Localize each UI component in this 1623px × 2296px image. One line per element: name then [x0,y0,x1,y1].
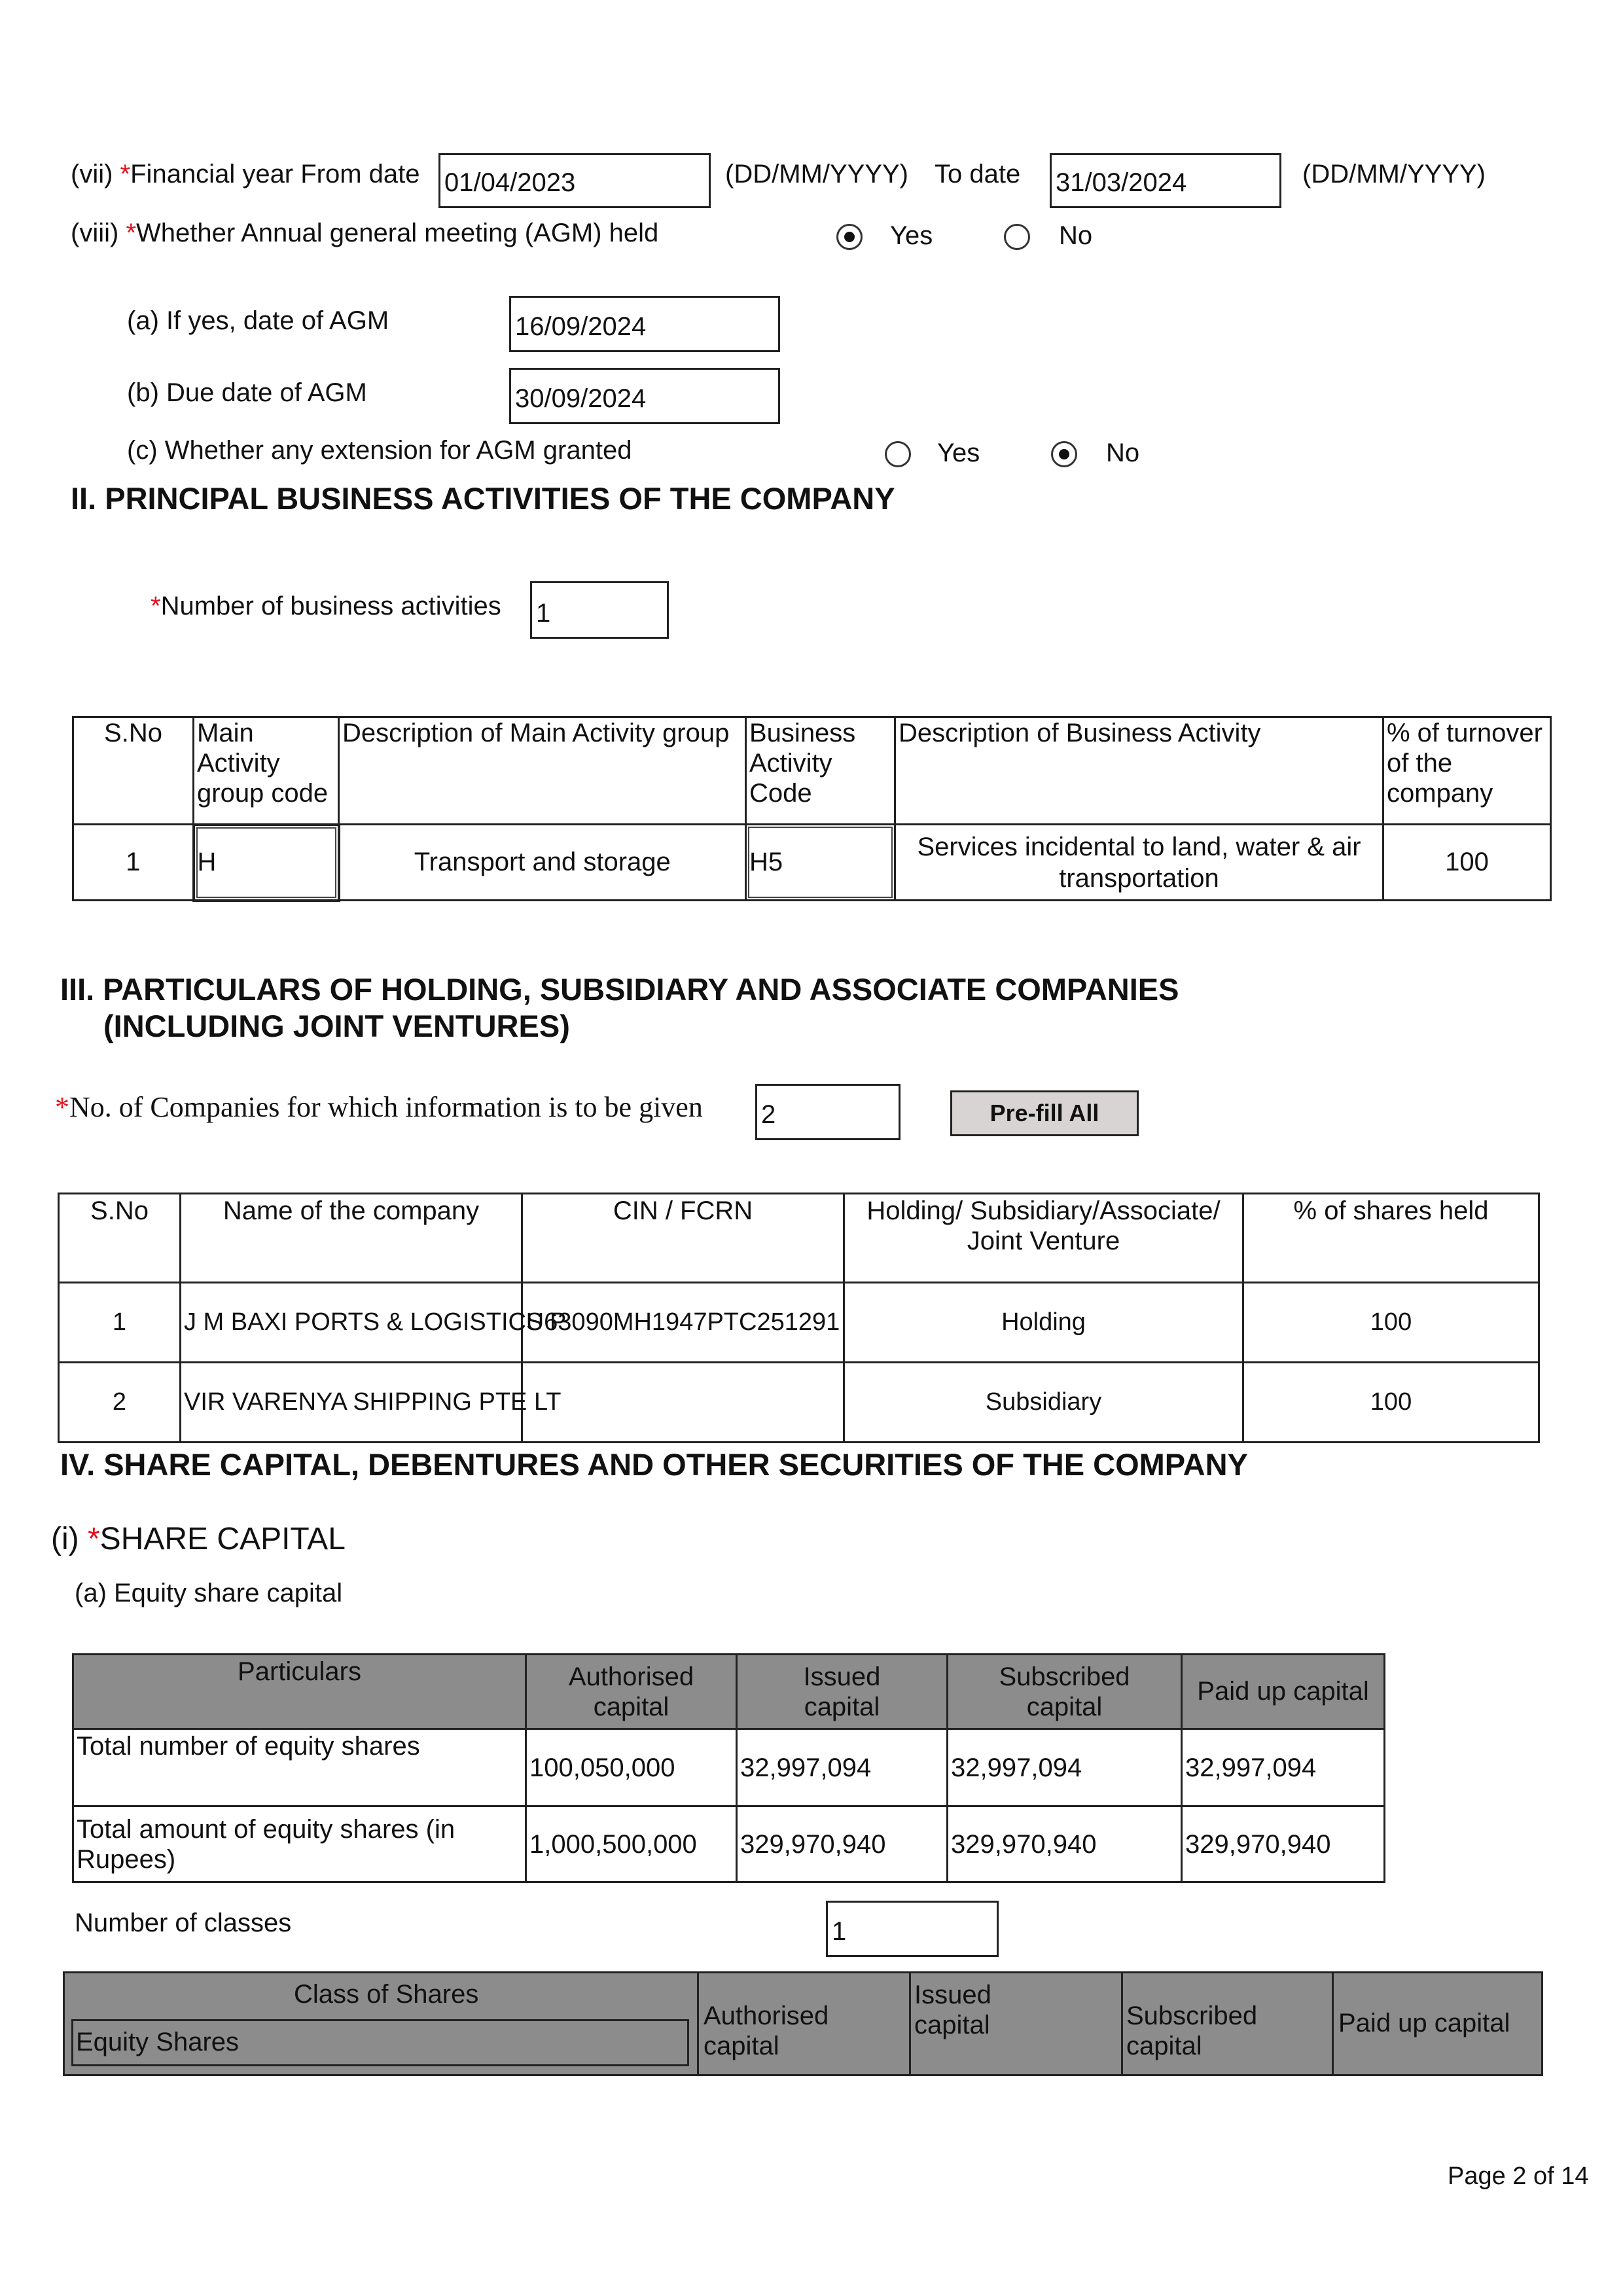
cell-business-activity-code[interactable]: H5 [746,825,895,901]
cell-turnover: 100 [1383,825,1551,901]
agm-prefix: (viii) [71,219,119,247]
table-row [59,1363,1539,1443]
table-header-row [59,1194,1539,1283]
share-capital-label [51,1521,346,1557]
class-subscribed-header [1126,2001,1296,2061]
column-header: Description of Main Activity group [339,717,746,825]
column-header: Business Activity Code [746,717,895,825]
equity-share-capital-table [72,1653,1385,1883]
cell-particulars: Total number of equity shares [73,1729,526,1806]
required-marker: * [126,219,137,247]
column-header: Description of Business Activity [895,717,1383,825]
column-header: Holding/ Subsidiary/Associate/ Joint Venture [844,1194,1243,1283]
business-activities-table [72,716,1552,902]
cell-paid-up: 329,970,940 [1182,1806,1385,1882]
class-issued-header-text: Issued capital [914,1981,991,2039]
required-marker: * [120,160,131,188]
agm-label-text: Whether Annual general meeting (AGM) held [136,219,659,247]
share-capital-label-text: SHARE CAPITAL [99,1522,346,1556]
number-of-classes-input[interactable]: 1 [826,1901,999,1957]
cell-sno: 1 [59,1283,181,1363]
companies-count-label [55,1090,703,1124]
cell-business-activity-desc: Services incidental to land, water & air transportation [895,825,1383,901]
column-header: Issued capital [737,1655,948,1729]
business-activities-label [151,592,501,621]
agm-extension-no-label: No [1106,439,1140,467]
cell-particulars: Total amount of equity shares (in Rupees) [73,1806,526,1882]
cell-authorised: 1,000,500,000 [526,1806,737,1882]
class-of-shares-value: Equity Shares [76,2028,240,2056]
cell-shares-held: 100 [1243,1363,1539,1443]
equity-share-capital-label: (a) Equity share capital [75,1579,343,1607]
number-of-classes-label: Number of classes [75,1909,292,1937]
cell-cin: U63090MH1947PTC251291 [522,1283,844,1363]
cell-issued: 32,997,094 [737,1729,948,1806]
section-2-title: II. PRINCIPAL BUSINESS ACTIVITIES OF THE COMPANY [71,481,895,516]
agm-date-input[interactable]: 16/09/2024 [509,296,780,352]
business-activities-count-input[interactable]: 1 [530,581,669,639]
fy-to-format: (DD/MM/YYYY) [1302,160,1486,188]
cell-relationship: Subsidiary [844,1363,1243,1443]
fy-label [71,160,420,189]
column-header: S.No [59,1194,181,1283]
class-subscribed-header-text: Subscribed capital [1126,2001,1258,2060]
table-row [73,1806,1385,1882]
agm-extension-yes-radio[interactable] [885,441,911,467]
class-authorised-header [704,2001,900,2061]
class-issued-header [914,1980,1045,2040]
column-header: S.No [73,717,194,825]
fy-prefix: (vii) [71,160,113,188]
table-row [59,1283,1539,1363]
cell-main-activity-desc: Transport and storage [339,825,746,901]
column-header: Paid up capital [1182,1655,1385,1729]
cell-subscribed: 32,997,094 [948,1729,1182,1806]
cell-shares-held: 100 [1243,1283,1539,1363]
fy-from-format: (DD/MM/YYYY) [725,160,908,188]
section-3-title: III. PARTICULARS OF HOLDING, SUBSIDIARY AND ASSOCIATE COMPANIES [60,972,1179,1007]
section-3-subtitle: (INCLUDING JOINT VENTURES) [103,1009,570,1043]
column-header: Subscribed capital [948,1655,1182,1729]
section-4-title: IV. SHARE CAPITAL, DEBENTURES AND OTHER SECURITIES OF THE COMPANY [60,1447,1248,1482]
column-header: Particulars [73,1655,526,1729]
agm-date-label: (a) If yes, date of AGM [127,306,389,335]
companies-count-input[interactable]: 2 [755,1084,901,1140]
cell-cin [522,1363,844,1443]
class-paid-up-header: Paid up capital [1338,2009,1510,2037]
cell-sno: 2 [59,1363,181,1443]
agm-held-no-radio[interactable] [1004,224,1030,250]
column-header: % of shares held [1243,1194,1539,1283]
class-of-shares-table [63,1971,1543,2076]
agm-due-input[interactable]: 30/09/2024 [509,368,780,424]
agm-extension-no-radio[interactable] [1051,441,1077,467]
column-header: Main Activity group code [194,717,339,825]
class-of-shares-header: Class of Shares [294,1980,479,2009]
table-header-row [73,1655,1385,1729]
page-number: Page 2 of 14 [1448,2162,1589,2190]
cell-company-name: VIR VARENYA SHIPPING PTE LT [181,1363,522,1443]
cell-company-name: J M BAXI PORTS & LOGISTICS P [181,1283,522,1363]
agm-held-no-label: No [1059,221,1093,250]
cell-sno: 1 [73,825,194,901]
agm-extension-label: (c) Whether any extension for AGM granted [127,436,632,465]
required-marker: * [151,592,161,620]
cell-subscribed: 329,970,940 [948,1806,1182,1882]
share-capital-prefix: (i) [51,1522,79,1556]
cell-authorised: 100,050,000 [526,1729,737,1806]
agm-held-yes-label: Yes [890,221,933,250]
column-header: % of turnover of the company [1383,717,1551,825]
table-row [73,825,1551,901]
column-header: Authorised capital [526,1655,737,1729]
business-activities-label-text: Number of business activities [160,592,501,620]
column-header: CIN / FCRN [522,1194,844,1283]
agm-held-yes-radio[interactable] [836,224,863,250]
agm-label [71,219,658,248]
cell-issued: 329,970,940 [737,1806,948,1882]
companies-table [58,1193,1540,1443]
column-header: Name of the company [181,1194,522,1283]
cell-relationship: Holding [844,1283,1243,1363]
agm-extension-yes-label: Yes [937,439,980,467]
required-marker: * [55,1091,69,1123]
fy-from-input[interactable]: 01/04/2023 [438,153,711,208]
class-authorised-header-text: Authorised capital [704,2001,829,2060]
prefill-all-button[interactable]: Pre-fill All [950,1090,1139,1136]
required-marker: * [87,1522,100,1556]
class-of-shares-input[interactable] [71,2019,689,2066]
agm-due-label: (b) Due date of AGM [127,378,367,407]
fy-to-input[interactable]: 31/03/2024 [1050,153,1281,208]
table-row [73,1729,1385,1806]
fy-to-label: To date [935,160,1021,188]
fy-label-text: Financial year From date [130,160,420,188]
companies-count-label-text: No. of Companies for which information is to be given [69,1091,703,1123]
cell-paid-up: 32,997,094 [1182,1729,1385,1806]
table-header-row [73,717,1551,825]
cell-main-activity-code[interactable]: H [194,825,339,901]
